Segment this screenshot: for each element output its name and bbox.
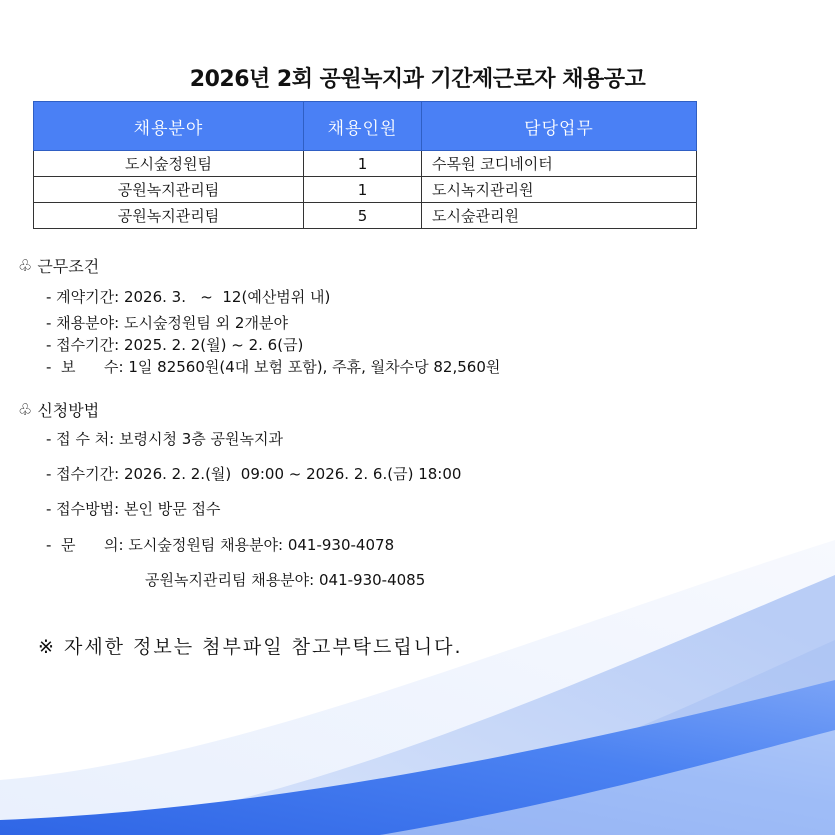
cell-duty: 도시숲관리원 — [422, 203, 697, 229]
cell-count: 1 — [304, 177, 422, 203]
section-title: 신청방법 — [37, 401, 100, 420]
application-method: - 접수방법: 본인 방문 접수 — [46, 500, 221, 518]
section-title: 근무조건 — [37, 257, 100, 276]
condition-application-period: - 접수기간: 2025. 2. 2(월) ~ 2. 6(금) — [46, 336, 304, 354]
cell-duty: 도시녹지관리원 — [422, 177, 697, 203]
condition-pay: - 보 수: 1일 82560원(4대 보험 포함), 주휴, 월차수당 82,560원 — [46, 358, 501, 376]
work-conditions-heading — [18, 254, 99, 277]
cell-duty: 수목원 코디네이터 — [422, 151, 697, 177]
cell-count: 1 — [304, 151, 422, 177]
header-field: 채용분야 — [34, 102, 304, 151]
clover-icon: ♧ — [18, 400, 33, 419]
condition-contract-period: - 계약기간: 2026. 3. ~ 12(예산범위 내) — [46, 288, 331, 306]
cell-count: 5 — [304, 203, 422, 229]
application-period: - 접수기간: 2026. 2. 2.(월) 09:00 ~ 2026. 2. 6.(금) 18:00 — [46, 465, 462, 483]
application-place: - 접 수 처: 보령시청 3층 공원녹지과 — [46, 430, 283, 448]
contact-urban-forest: - 문 의: 도시숲정원팀 채용분야: 041-930-4078 — [46, 536, 395, 554]
page-title: 2026년 2회 공원녹지과 기간제근로자 채용공고 — [189, 67, 646, 92]
cell-field: 공원녹지관리팀 — [34, 177, 304, 203]
clover-icon: ♧ — [18, 256, 33, 275]
cell-field: 공원녹지관리팀 — [34, 203, 304, 229]
header-duty: 담당업무 — [422, 102, 697, 151]
table-header-row — [34, 102, 697, 151]
application-heading — [18, 398, 99, 421]
cell-field: 도시숲정원팀 — [34, 151, 304, 177]
table-row — [34, 151, 697, 177]
table-row — [34, 203, 697, 229]
contact-park-management: 공원녹지관리팀 채용분야: 041-930-4085 — [145, 571, 426, 589]
recruitment-table — [33, 101, 697, 229]
table-row — [34, 177, 697, 203]
condition-field: - 채용분야: 도시숲정원팀 외 2개분야 — [46, 314, 288, 332]
footer-note: ※ 자세한 정보는 첨부파일 참고부탁드립니다. — [38, 636, 463, 658]
header-count: 채용인원 — [304, 102, 422, 151]
